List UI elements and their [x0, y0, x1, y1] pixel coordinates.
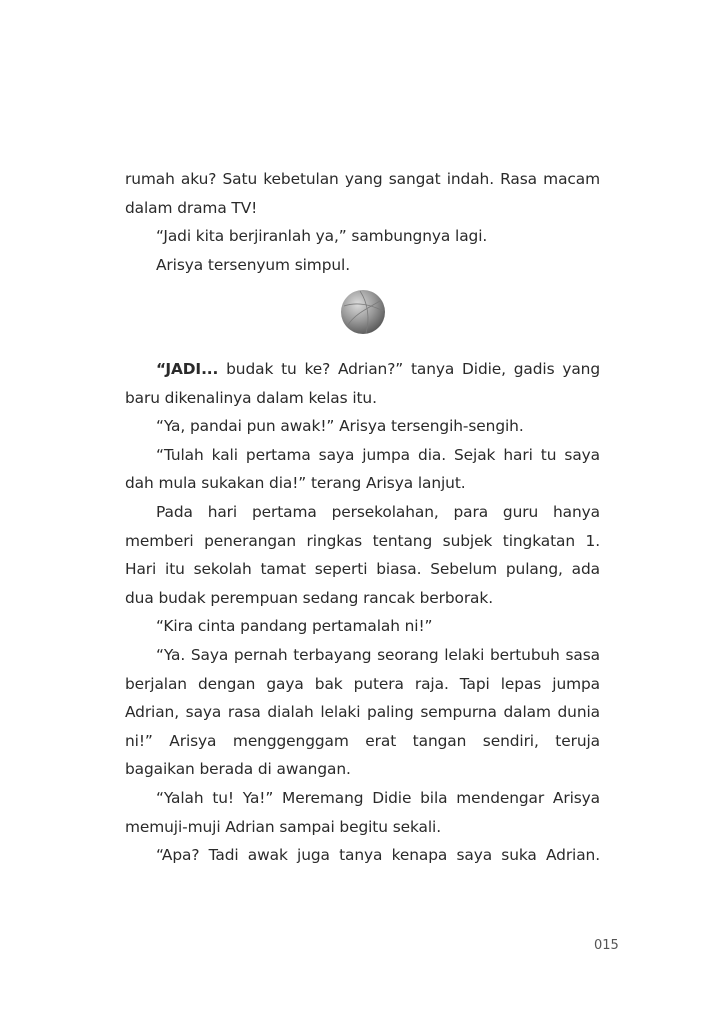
paragraph: “Ya, pandai pun awak!” Arisya tersengih-sengih. [156, 417, 524, 436]
paragraph: “Kira cinta pandang pertamalah ni!” [156, 617, 433, 636]
paragraph: “Ya. Saya pernah terbayang seorang lelaki bertubuh sasa berjalan dengan gaya bak putera raja. Tapi lepas jumpa Adrian, saya rasa dialah lelaki paling sempurna dalam dunia ni!” Arisya menggenggam erat tangan sendiri, teruja bagaikan berada di awangan. [125, 645, 600, 779]
lead-word: “JADI... [156, 360, 219, 378]
page-number: 015 [594, 938, 619, 953]
paragraph: “Jadi kita berjiranlah ya,” sambungnya lagi. [156, 227, 488, 246]
paragraph: “Yalah tu! Ya!” Meremang Didie bila mendengar Arisya memuji-muji Adrian sampai begitu sekali. [125, 788, 600, 836]
paragraph: Arisya tersenyum simpul. [156, 255, 350, 274]
paragraph: “Apa? Tadi awak juga tanya kenapa saya suka Adrian. [156, 846, 600, 865]
main-text-block [125, 355, 600, 870]
paragraph: “Tulah kali pertama saya jumpa dia. Sejak hari tu saya dah mula sukakan dia!” terang Arisya lanjut. [125, 445, 600, 493]
ball-icon [340, 289, 386, 335]
top-text-block [125, 165, 600, 279]
paragraph: Pada hari pertama persekolahan, para guru hanya memberi penerangan ringkas tentang subjek tingkatan 1. Hari itu sekolah tamat seperti biasa. Sebelum pulang, ada dua budak perempuan sedang rancak berborak. [125, 502, 600, 607]
lead-rest: budak tu ke? Adrian?” tanya Didie, gadis yang baru dikenalinya dalam kelas itu. [125, 360, 600, 407]
paragraph-continuation: rumah aku? Satu kebetulan yang sangat indah. Rasa macam dalam drama TV! [125, 170, 600, 217]
paragraph-opening [125, 355, 600, 412]
